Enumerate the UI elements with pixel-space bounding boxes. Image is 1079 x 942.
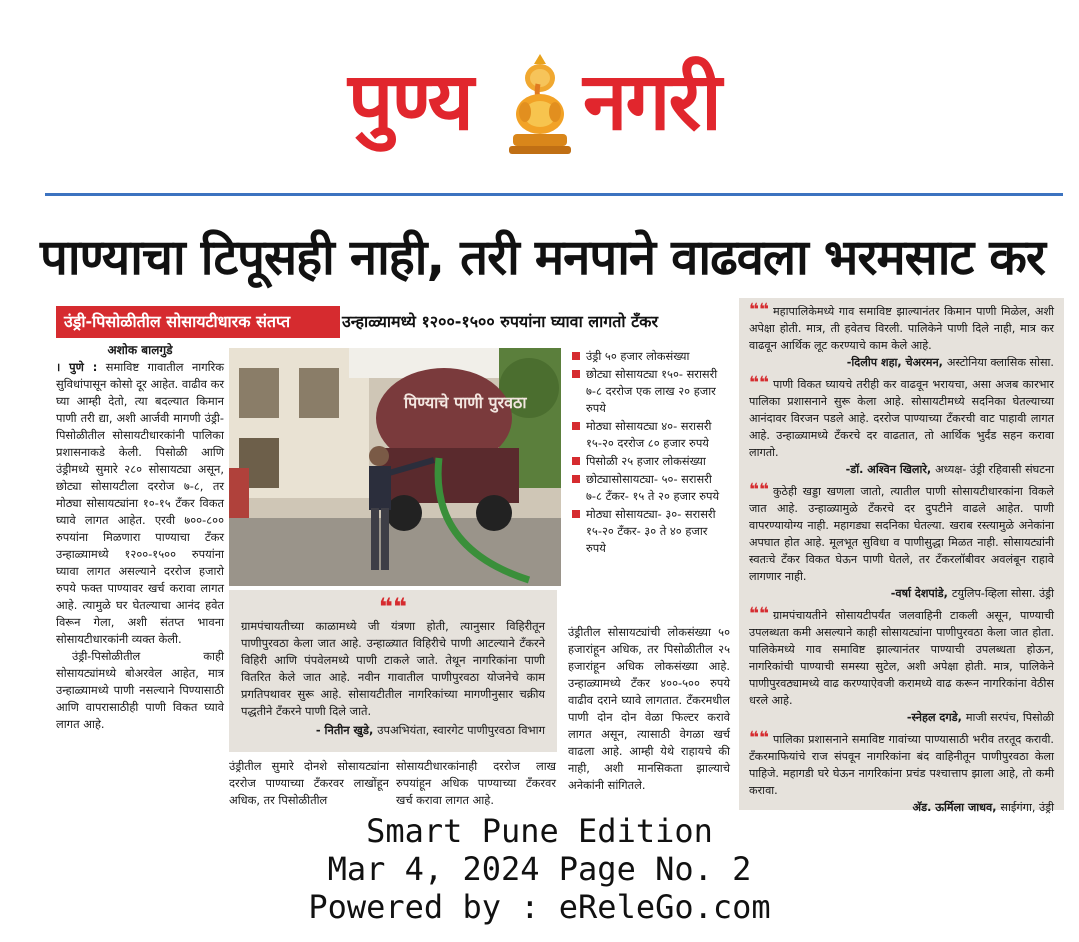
bullet-item: पिसोळी २५ हजार लोकसंख्या <box>570 453 730 470</box>
official-quote-signature <box>241 722 545 739</box>
resident-name: अ‍ॅड. ऊर्मिला जाधव, <box>912 801 997 814</box>
masthead-title-right: नगरी <box>583 55 720 148</box>
byline: अशोक बालगुडे <box>107 343 173 357</box>
article-paragraph-2: उंड्री-पिसोळीतील काही सोसायट्यांमध्ये बोअरवेल आहेत, मात्र उन्हाळ्यामध्ये पाणी नसल्याने पिण्यासाठी आणि वापरासाठीही पाणी विकत घ्यावे लागत आहे. <box>56 649 224 731</box>
quote-mark-icon: ❝❝ <box>378 593 408 621</box>
quote-mark-icon: ❝❝ <box>749 604 769 624</box>
quote-mark-icon: ❝❝ <box>749 373 769 393</box>
article-continuation-c: उंड्रीतील सोसायट्यांची लोकसंख्या ५० हजारांहून अधिक, तर पिसोळीतील २५ हजारांहून अधिक लोकसंख्या आहे. उन्हाळ्यामध्ये टँकर ४००-५०० रुपये वाढीव दराने घ्यावे लागतात. टँकरमधील पाणी दोन दोन वेळा फिल्टर करावे लागत असून, त्यासाठी वेगळा खर्च वाढला आहे. आम्ही येथे राहायचे की नाही, अशी मानसिकता झाल्याचे अनेकांनी सांगितले. <box>568 625 730 792</box>
article-column-1 <box>56 342 224 812</box>
bullet-item: छोट्यासोसायट्या- ५०- सरासरी ७-८ टँकर- १५ ते २० हजार रुपये <box>570 471 730 505</box>
article-paragraph-1-text: समाविष्ट गावातील नागरिक सुविधांपासून कोसो दूर आहेत. वाढीव कर घ्या आम्ही देतो, त्या बदल्यात किमान पाणी तरी द्या, अशी आर्जवी मागणी उंड्री-पिसोळीतील सोसायटीधारकांनी पालिका प्रशासनाकडे केली. पिसोळी आणि उंड्रीमध्ये सुमारे २८० सोसायट्या असून, छोट्या सोसायटीला दररोज ७-८, तर मोठ्या सोसायट्यांना १०-१५ टँकर विकत घ्यावे लागत आहेत. एरवी ७००-८०० रुपयांना मिळणारा पाण्याचा टँकर उन्हाळ्यामध्ये १२००-१५०० रुपयांना घ्यावा लागत असल्याने दररोज हजारो रुपये फक्त पाण्यावर खर्च करावा लागत आहे. त्यामुळे घर घेतल्याचा आनंद हवेत विरून गेला, अशी संतप्त भावना सोसायटीधारकांनी व्यक्त केली. <box>56 360 225 646</box>
resident-name: -डॉ. अश्विन खिलारे, <box>845 463 932 476</box>
powered-by: Powered by : eReleGo.com <box>308 888 771 926</box>
resident-name: -वर्षा देशपांडे, <box>890 587 948 600</box>
dateline: । पुणे : <box>56 360 98 374</box>
resident-place: साईगंगा, उंड्री <box>1000 801 1054 814</box>
bullet-item: छोट्या सोसायट्या १५०- सरासरी ७-८ दररोज एक लाख २० हजार रुपये <box>570 366 730 417</box>
resident-quotes-box <box>739 298 1064 814</box>
article-continuation-a: उंड्रीतील सुमारे दोनशे सोसायट्यांना दररोज पाण्याच्या टँकरवर लाखोंहून अधिक, तर पिसोळीतील <box>229 759 389 807</box>
official-quote-box <box>229 590 557 752</box>
bullet-item: मोठ्या सोसायट्या ४०- सरासरी १५-२० दररोज ८० हजार रुपये <box>570 418 730 452</box>
masthead-title-left: पुण्य <box>348 55 472 148</box>
resident-quote-signature <box>749 709 1054 726</box>
resident-place: टयुलिप-व्हिला सोसा. उंड्री <box>951 587 1054 600</box>
resident-place: अस्टोनिया क्लासिक सोसा. <box>946 356 1054 369</box>
resident-quote-signature <box>749 585 1054 602</box>
edition-footer <box>0 812 1079 942</box>
strap-subheadline: उन्हाळ्यामध्ये १२००-१५०० रुपयांना घ्यावा लागतो टँकर <box>342 312 659 331</box>
tanker-label: पिण्याचे पाणी पुरवठा <box>404 393 527 412</box>
strap-red-label: उंड्री-पिसोळीतील सोसायटीधारक संतप्त <box>56 306 340 338</box>
bullet-item: मोठ्या सोसायट्या- ३०- सरासरी १५-२० टँकर- ३० ते ४० हजार रुपये <box>570 506 730 557</box>
resident-quote <box>749 606 1054 709</box>
resident-quote-text: महापालिकेमध्ये गाव समाविष्ट झाल्यानंतर किमान पाणी मिळेल, अशी अपेक्षा होती. मात्र, ती हवेतच विरली. पालिकेने पाणी दिले नाही, मात्र कर वाढवून आर्थिक लूट करण्याचे काम केले आहे. <box>749 305 1054 352</box>
official-name: - नितीन खुडे, <box>315 723 374 737</box>
resident-quote-signature <box>749 461 1054 478</box>
population-bullets <box>570 348 730 618</box>
resident-quote <box>749 482 1054 585</box>
edition-date-page: Mar 4, 2024 Page No. 2 <box>327 850 752 888</box>
tanker-photo-illustration <box>229 348 561 586</box>
quote-mark-icon: ❝❝ <box>749 728 769 748</box>
resident-name: -दिलीप शहा, चेअरमन, <box>846 356 943 369</box>
resident-name: -स्नेहल दगडे, <box>906 711 962 724</box>
resident-place: माजी सरपंच, पिसोळी <box>965 711 1054 724</box>
quote-mark-icon: ❝❝ <box>749 480 769 500</box>
official-role: उपअभियंता, स्वारगेट पाणीपुरवठा विभाग <box>377 723 545 737</box>
masthead-divider <box>45 193 1063 196</box>
official-quote-text: ग्रामपंचायतीच्या काळामध्ये जी यंत्रणा होती, त्यानुसार विहिरीतून पाणीपुरवठा केला जात आहे. उन्हाळ्यात विहिरीचे पाणी आटल्याने टँकरने विहिरी आणि पंपवेलमध्ये पाणी टाकले जाते. तेथून नागरिकांना पाणी वितरित केले जात आहे. नवीन गावातील पाणीपुरवठा योजनेचे काम प्रगतिपथावर सुरू आहे. सोसायटीतील नागरिकांच्या मागणीनुसार चक्रीय पद्धतीने टँकरने पाणी दिले जाते. <box>241 619 545 718</box>
tanker-photo <box>229 348 561 586</box>
resident-quote <box>749 302 1054 354</box>
resident-quote-text: पालिका प्रशासनाने समाविष्ट गावांच्या पाण्यासाठी भरीव तरतूद करावी. टँकरमाफियांचे राज संपवून नागरिकांना बंद वाहिनीतून पाणीपुरवठा केला पाहिजे. महागडी घरे घेऊन नागरिकांना प्रचंड पश्चात्ताप झाला आहे, तो कमी करावा. <box>749 733 1054 797</box>
resident-quote-text: पाणी विकत घ्यायचे तरीही कर वाढवून भरायचा, असा अजब कारभार पालिका प्रशासनाने सुरू केला आहे. सोसायटीमध्ये सदनिका घेतल्याच्या आनंदावर विरजन पडले आहे. दररोज पाण्याच्या टँकरची वाट पाहावी लागत आहे. उन्हाळ्यामध्ये टँकरचे दर वाढतात, तो आर्थिक भुर्दंड सहन करावा लागतो. <box>749 378 1054 459</box>
headline: पाण्याचा टिपूसही नाही, तरी मनपाने वाढवला भरमसाट कर <box>40 229 1045 286</box>
resident-quote <box>749 375 1054 461</box>
resident-quote-text: कुठेही खड्डा खणला जातो, त्यातील पाणी सोसायटीधारकांना विकले जात आहे. उन्हाळ्यामुळे टँकरचे दर दुपटीने वाढले आहेत. पाणी वापरण्यायोग्य नाही. महागड्या सदनिका घेतल्या. खराब रस्त्यामुळे अनेकांना अपघात होत आहे. मूलभूत सुविधा व पाणीसुद्धा मिळत नाही. सोसायट्यांनी स्वतःचे टँकर विकत घेऊन पाणी घेतले, तर टँकरलॉबीवर अवलंबून राहावे लागणार नाही. <box>749 485 1054 583</box>
article-paragraph-1 <box>56 359 224 648</box>
ganesha-logo-icon <box>505 52 575 157</box>
quote-mark-icon: ❝❝ <box>749 300 769 320</box>
edition-name: Smart Pune Edition <box>366 812 713 850</box>
resident-quote <box>749 730 1054 799</box>
resident-quote-signature <box>749 354 1054 371</box>
resident-quote-text: ग्रामपंचायतीने सोसायटीपर्यंत जलवाहिनी टाकली असून, पाण्याची उपलब्धता कमी असल्याने काही सोसायट्यांना पाणीपुरवठा केला जात होता. पालिकेमध्ये गाव समाविष्ट झाल्यानंतर पाण्याची उपलब्धता होऊन, नागरिकांची पाण्याची समस्या सुटेल, अशी अपेक्षा होती. मात्र, पालिकेने पाणीपुरवठ्यामध्ये वाढ करण्याऐवजी करामध्ये वाढ करून नागरिकांना वेठीस धरले आहे. <box>749 609 1054 707</box>
masthead <box>0 40 1079 170</box>
bullet-item: उंड्री ५० हजार लोकसंख्या <box>570 348 730 365</box>
article-continuation-b: सोसायटीधारकांनाही दररोज लाख रुपयांहून अधिक पाण्याच्या टँकरवर खर्च करावा लागत आहे. <box>396 759 556 807</box>
resident-place: अध्यक्ष- उंड्री रहिवासी संघटना <box>935 463 1054 476</box>
